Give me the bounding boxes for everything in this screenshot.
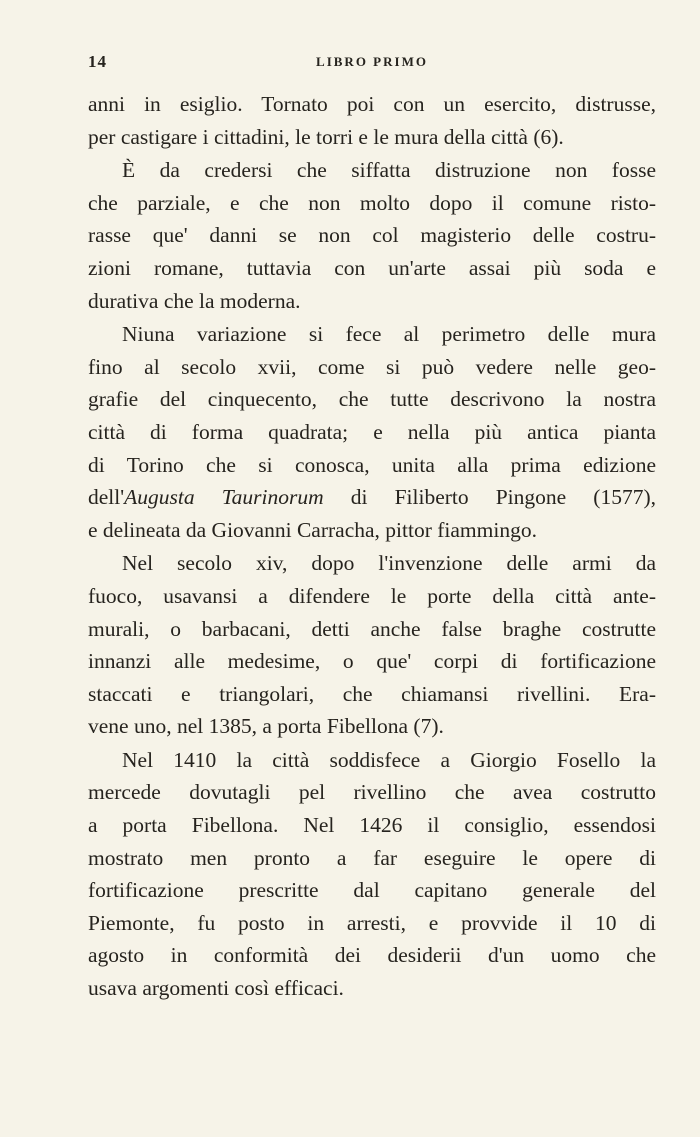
text-line: Nel 1410 la città soddisfece a Giorgio Fosello la bbox=[122, 747, 656, 772]
text-line-with-italic-title bbox=[88, 481, 656, 514]
text-line: agosto in conformità dei desiderii d'un uomo che bbox=[88, 943, 656, 968]
page-number: 14 bbox=[88, 52, 107, 71]
paragraph-3 bbox=[88, 318, 656, 546]
text-line: durativa che la moderna. bbox=[88, 288, 301, 313]
text-fragment: dell' bbox=[88, 485, 125, 510]
text-line: fuoco, usavansi a difendere le porte della città ante- bbox=[88, 583, 656, 608]
paragraph-1 bbox=[88, 88, 656, 153]
text-line: rasse que' danni se non col magisterio delle costru- bbox=[88, 223, 656, 248]
paragraph-5 bbox=[88, 744, 656, 1005]
text-line: usava argomenti così efficaci. bbox=[88, 976, 344, 1001]
text-line: di Torino che si conosca, unita alla prima edizione bbox=[88, 452, 656, 477]
paragraph-4 bbox=[88, 547, 656, 743]
running-head bbox=[88, 52, 656, 76]
text-line: e delineata da Giovanni Carracha, pittor fiammingo. bbox=[88, 517, 537, 542]
text-line: innanzi alle medesime, o que' corpi di fortificazione bbox=[88, 649, 656, 674]
body-text bbox=[88, 88, 656, 1005]
text-line: vene uno, nel 1385, a porta Fibellona (7). bbox=[88, 714, 444, 739]
text-line: anni in esiglio. Tornato poi con un esercito, distrusse, bbox=[88, 92, 656, 116]
text-line: a porta Fibellona. Nel 1426 il consiglio, essendosi bbox=[88, 813, 656, 838]
text-line: fino al secolo xvii, come si può vedere nelle geo- bbox=[88, 354, 656, 379]
text-line: mostrato men pronto a far eseguire le opere di bbox=[88, 845, 656, 870]
text-fragment: di Filiberto Pingone (1577), bbox=[323, 485, 656, 510]
paragraph-2 bbox=[88, 154, 656, 317]
text-line: Piemonte, fu posto in arresti, e provvide il 10 di bbox=[88, 910, 656, 935]
text-line: grafie del cinquecento, che tutte descrivono la nostra bbox=[88, 387, 656, 412]
text-line: zioni romane, tuttavia con un'arte assai più soda e bbox=[88, 255, 656, 280]
text-line: staccati e triangolari, che chiamansi rivellini. Era- bbox=[88, 681, 656, 706]
text-line: murali, o barbacani, detti anche false braghe costrutte bbox=[88, 616, 656, 641]
text-line: Niuna variazione si fece al perimetro delle mura bbox=[122, 322, 656, 347]
running-title: LIBRO PRIMO bbox=[316, 54, 428, 69]
text-line: che parziale, e che non molto dopo il comune risto- bbox=[88, 190, 656, 215]
text-line: fortificazione prescritte dal capitano generale del bbox=[88, 878, 656, 903]
text-line: mercede dovutagli pel rivellino che avea costrutto bbox=[88, 780, 656, 805]
text-line: È da credersi che siffatta distruzione non fosse bbox=[122, 158, 656, 183]
book-title: Augusta Taurinorum bbox=[124, 485, 324, 510]
text-line: Nel secolo xiv, dopo l'invenzione delle armi da bbox=[122, 551, 656, 576]
text-line: per castigare i cittadini, le torri e le mura della città (6). bbox=[88, 124, 564, 149]
text-line: città di forma quadrata; e nella più antica pianta bbox=[88, 419, 656, 444]
